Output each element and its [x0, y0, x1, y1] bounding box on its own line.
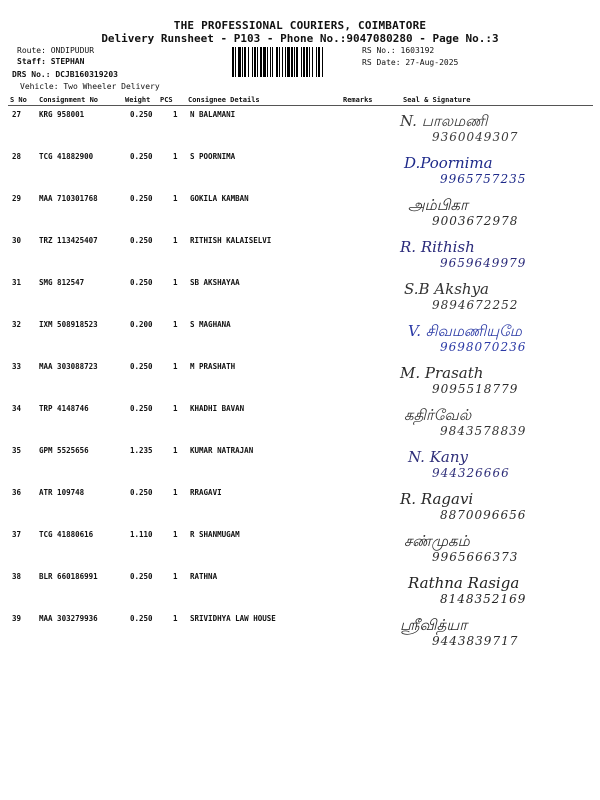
- row-consignee: S MAGHANA: [190, 320, 231, 329]
- staff-label: Staff: STEPHAN: [17, 57, 85, 66]
- row-consignment-no: SMG 812547: [39, 278, 85, 287]
- row-signature: M. Prasath: [400, 364, 484, 382]
- row-consignee: KUMAR NATRAJAN: [190, 446, 254, 455]
- row-consignee: SRIVIDHYA LAW HOUSE: [190, 614, 276, 623]
- row-sno: 32: [12, 320, 22, 329]
- row-sno: 33: [12, 362, 22, 371]
- row-weight: 1.235: [130, 446, 153, 455]
- row-consignee: RRAGAVI: [190, 488, 222, 497]
- row-consignee: SB AKSHAYAA: [190, 278, 240, 287]
- row-signature-phone: 9698070236: [440, 340, 527, 354]
- row-consignment-no: TRP 4148746: [39, 404, 89, 413]
- row-sno: 27: [12, 110, 22, 119]
- row-pcs: 1: [173, 362, 178, 371]
- row-pcs: 1: [173, 614, 178, 623]
- row-signature-phone: 9443839717: [432, 634, 519, 648]
- row-signature-phone: 9659649979: [440, 256, 527, 270]
- row-signature-phone: 9965666373: [432, 550, 519, 564]
- row-sno: 38: [12, 572, 22, 581]
- row-signature: கதிர்வேல்: [404, 406, 472, 424]
- rs-number: RS No.: 1603192: [362, 46, 435, 55]
- col-header-seal: Seal & Signature: [403, 96, 471, 104]
- row-weight: 0.250: [130, 110, 153, 119]
- row-consignment-no: BLR 660186991: [39, 572, 98, 581]
- row-signature: Rathna Rasiga: [408, 574, 520, 592]
- row-pcs: 1: [173, 110, 178, 119]
- row-weight: 0.250: [130, 572, 153, 581]
- row-signature-phone: 8148352169: [440, 592, 527, 606]
- row-signature-phone: 9965757235: [440, 172, 527, 186]
- row-signature-phone: 944326666: [432, 466, 510, 480]
- row-signature: சண்முகம்: [404, 532, 470, 550]
- row-consignment-no: TCG 41882900: [39, 152, 94, 161]
- row-sno: 34: [12, 404, 22, 413]
- row-pcs: 1: [173, 194, 178, 203]
- row-signature-phone: 9894672252: [432, 298, 519, 312]
- col-header-sno: S No: [10, 96, 27, 104]
- row-signature-phone: 9360049307: [432, 130, 519, 144]
- drs-label: DRS No.: DCJB160319203: [12, 70, 118, 79]
- row-pcs: 1: [173, 446, 178, 455]
- row-consignee: N BALAMANI: [190, 110, 236, 119]
- row-sno: 39: [12, 614, 22, 623]
- row-consignment-no: TRZ 113425407: [39, 236, 98, 245]
- row-pcs: 1: [173, 572, 178, 581]
- row-consignee: M PRASHATH: [190, 362, 236, 371]
- row-weight: 1.110: [130, 530, 153, 539]
- row-consignment-no: GPM 5525656: [39, 446, 89, 455]
- row-weight: 0.250: [130, 614, 153, 623]
- row-signature: R. Ragavi: [400, 490, 474, 508]
- row-consignment-no: MAA 303279936: [39, 614, 98, 623]
- row-signature-phone: 9095518779: [432, 382, 519, 396]
- row-signature-phone: 8870096656: [440, 508, 527, 522]
- col-header-remarks: Remarks: [343, 96, 373, 104]
- col-header-consignment: Consignment No: [39, 96, 99, 104]
- row-sno: 31: [12, 278, 22, 287]
- row-signature: S.B Akshya: [404, 280, 489, 298]
- row-pcs: 1: [173, 278, 178, 287]
- row-pcs: 1: [173, 404, 178, 413]
- row-weight: 0.250: [130, 194, 153, 203]
- row-pcs: 1: [173, 236, 178, 245]
- row-signature: N. பாலமணி: [400, 112, 488, 130]
- row-signature: N. Kany: [408, 448, 468, 466]
- row-signature: ஸ்ரீவித்யா: [400, 616, 468, 634]
- col-header-pcs: PCS: [160, 96, 173, 104]
- row-consignment-no: KRG 958001: [39, 110, 85, 119]
- barcode-bar: [323, 47, 324, 77]
- row-pcs: 1: [173, 320, 178, 329]
- barcode: [232, 47, 358, 77]
- row-consignee: KHADHI BAVAN: [190, 404, 245, 413]
- row-pcs: 1: [173, 152, 178, 161]
- row-signature: R. Rithish: [400, 238, 475, 256]
- row-signature: D.Poornima: [404, 154, 493, 172]
- row-consignment-no: MAA 303088723: [39, 362, 98, 371]
- col-header-consignee: Consignee Details: [188, 96, 260, 104]
- row-signature-phone: 9003672978: [432, 214, 519, 228]
- row-consignee: S POORNIMA: [190, 152, 236, 161]
- company-title: THE PROFESSIONAL COURIERS, COIMBATORE: [173, 19, 427, 32]
- row-sno: 35: [12, 446, 22, 455]
- row-consignment-no: TCG 41880616: [39, 530, 94, 539]
- rs-date: RS Date: 27-Aug-2025: [362, 58, 459, 67]
- row-pcs: 1: [173, 488, 178, 497]
- row-sno: 30: [12, 236, 22, 245]
- row-sno: 36: [12, 488, 22, 497]
- row-consignee: RATHNA: [190, 572, 218, 581]
- row-weight: 0.250: [130, 362, 153, 371]
- row-weight: 0.200: [130, 320, 153, 329]
- header-divider: [8, 105, 593, 106]
- row-consignee: R SHANMUGAM: [190, 530, 240, 539]
- row-signature: அம்பிகா: [408, 196, 468, 214]
- row-consignment-no: ATR 109748: [39, 488, 85, 497]
- row-weight: 0.250: [130, 152, 153, 161]
- row-pcs: 1: [173, 530, 178, 539]
- row-sno: 37: [12, 530, 22, 539]
- row-sno: 28: [12, 152, 22, 161]
- row-consignment-no: IXM 508918523: [39, 320, 98, 329]
- col-header-weight: Weight: [125, 96, 151, 104]
- row-sno: 29: [12, 194, 22, 203]
- row-weight: 0.250: [130, 278, 153, 287]
- row-signature: V. சிவமணியுமே: [408, 322, 522, 340]
- row-consignee: GOKILA KAMBAN: [190, 194, 249, 203]
- row-weight: 0.250: [130, 404, 153, 413]
- row-signature-phone: 9843578839: [440, 424, 527, 438]
- runsheet-subtitle: Delivery Runsheet - P103 - Phone No.:9047080280 - Page No.:3: [101, 32, 499, 45]
- route-label: Route: ONDIPUDUR: [17, 46, 95, 55]
- vehicle-label: Vehicle: Two Wheeler Delivery: [20, 82, 160, 91]
- row-consignee: RITHISH KALAISELVI: [190, 236, 272, 245]
- row-weight: 0.250: [130, 236, 153, 245]
- row-consignment-no: MAA 710301768: [39, 194, 98, 203]
- row-weight: 0.250: [130, 488, 153, 497]
